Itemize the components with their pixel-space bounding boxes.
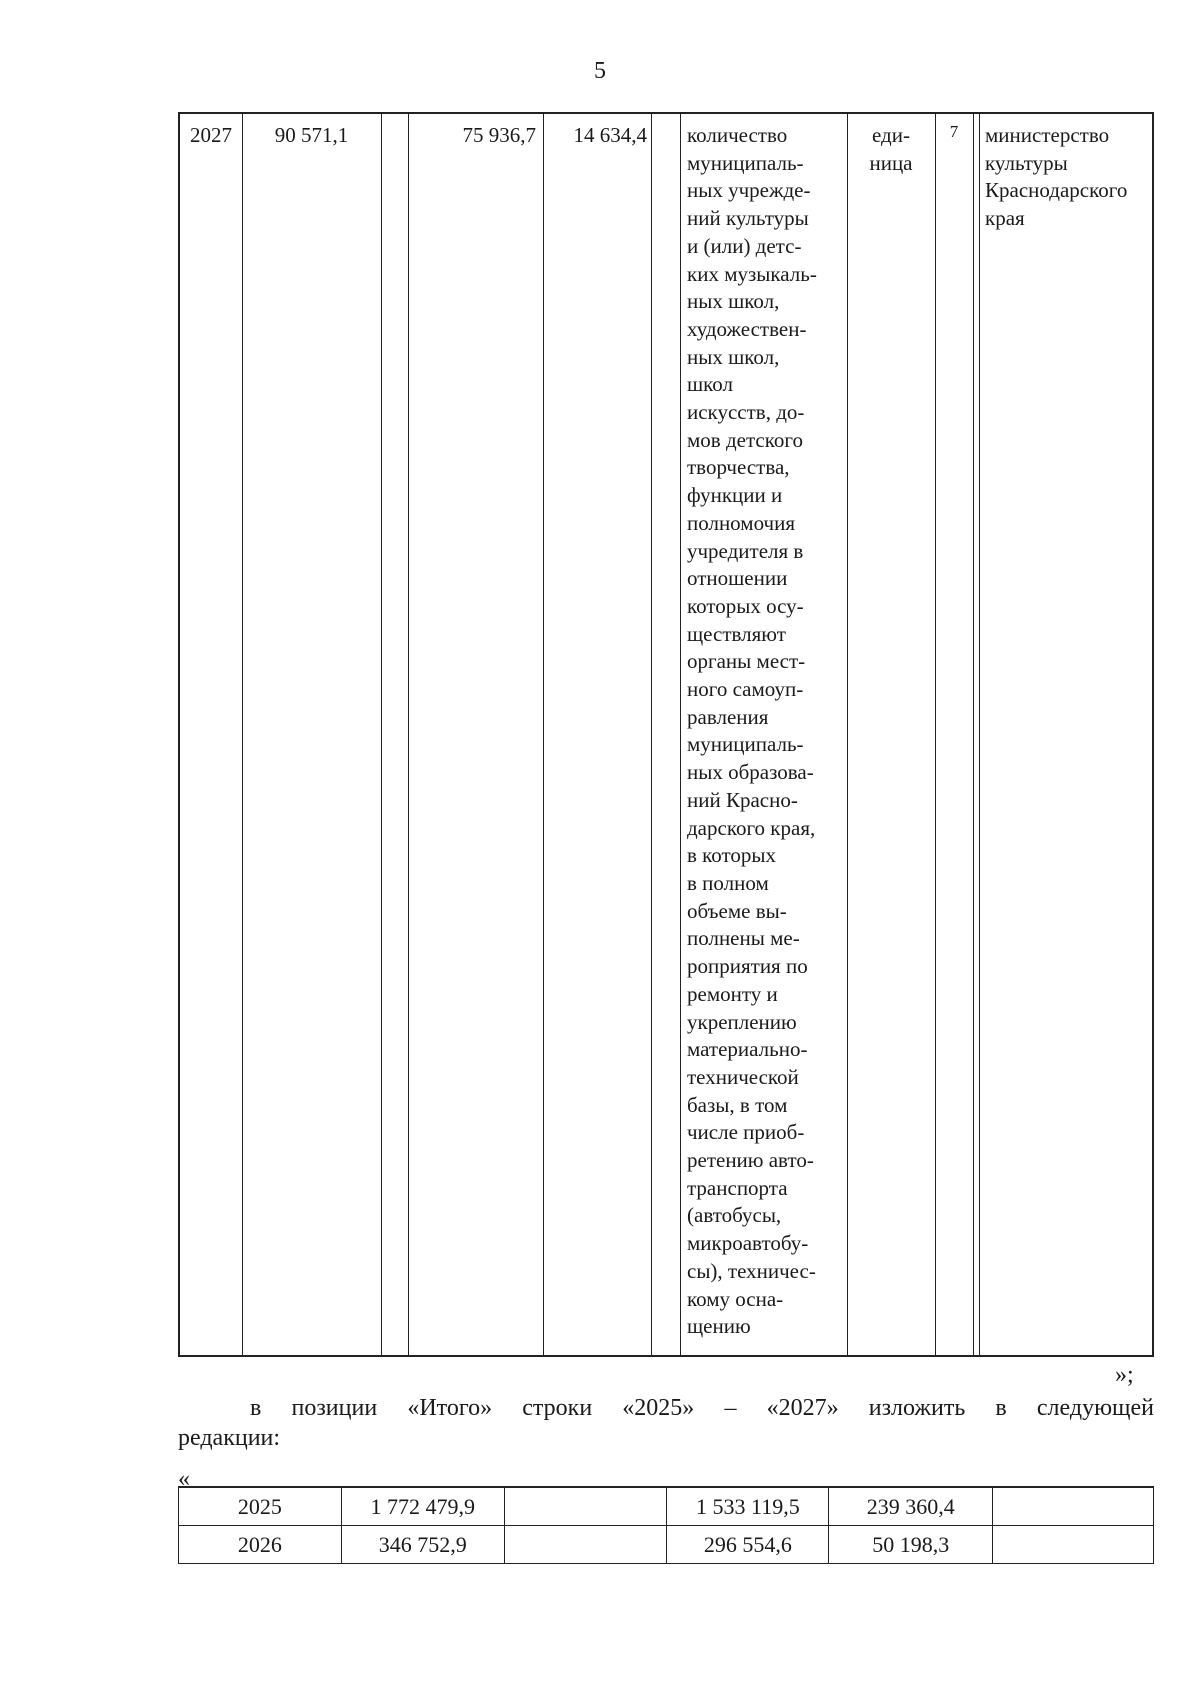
unit-cell (847, 122, 935, 177)
indicator-line: укреплению (687, 1009, 797, 1034)
column-divider (651, 114, 652, 1355)
indicator-line: муниципаль- (687, 150, 804, 175)
totals-year: 2026 (179, 1526, 342, 1564)
indicator-line: количество (687, 123, 788, 147)
totals-local: 50 198,3 (829, 1526, 993, 1564)
executor-line: Краснодарского (985, 178, 1128, 203)
indicator-cell (687, 122, 845, 1341)
indicator-line: материально- (687, 1037, 808, 1062)
indicator-line: равления (687, 704, 769, 729)
column-divider (973, 114, 974, 1355)
indicator-line: кому осна- (687, 1286, 784, 1311)
paragraph-word: «2025» (622, 1395, 695, 1421)
paragraph-word: изложить (868, 1395, 966, 1421)
totals-regional: 296 554,6 (667, 1526, 829, 1564)
unit-line: ница (869, 150, 913, 175)
total-cell: 90 571,1 (274, 123, 349, 147)
column-divider (935, 114, 936, 1355)
indicator-line: сы), техничес- (687, 1258, 816, 1283)
indicator-line: муниципаль- (687, 732, 804, 757)
totals-extra (993, 1526, 1154, 1564)
totals-table (178, 1486, 1154, 1564)
indicator-line: функции и (687, 483, 783, 508)
indicator-line: мов детского (687, 427, 803, 452)
indicator-line: транспорта (687, 1175, 788, 1200)
year-cell: 2027 (190, 123, 232, 147)
paragraph-word: следующей (1036, 1395, 1154, 1421)
executor-line: края (985, 206, 1025, 231)
indicator-line: ных школ, (687, 289, 780, 314)
paragraph-word: строки (522, 1395, 593, 1421)
indicator-line: технической (687, 1064, 799, 1089)
indicator-line: учредителя в (687, 538, 804, 563)
paragraph-word: позиции (291, 1395, 378, 1421)
totals-local: 239 360,4 (829, 1487, 993, 1526)
indicator-line: искусств, до- (687, 400, 805, 425)
indicator-line: роприятия по (687, 954, 808, 979)
totals-federal (504, 1487, 667, 1526)
column-divider (381, 114, 382, 1355)
totals-federal (504, 1526, 667, 1564)
indicator-line: творчества, (687, 455, 790, 480)
column-divider (680, 114, 681, 1355)
indicator-line: школ (687, 372, 734, 397)
paragraph-line-1 (178, 1393, 1154, 1423)
executor-line: министерство (985, 123, 1110, 147)
totals-year: 2025 (179, 1487, 342, 1526)
indicator-line: полномочия (687, 510, 795, 535)
opening-quote: « (178, 1466, 190, 1492)
indicator-line: (автобусы, (687, 1203, 782, 1228)
executor-line: культуры (985, 150, 1068, 175)
page-number: 5 (594, 58, 606, 84)
indicator-line: художествен- (687, 316, 807, 341)
indicator-line: ких музыкаль- (687, 261, 817, 286)
indicator-line: числе приоб- (687, 1120, 805, 1145)
executor-cell (985, 122, 1155, 233)
column-divider (979, 114, 980, 1355)
indicator-line: в которых (687, 843, 777, 868)
column-divider (847, 114, 848, 1355)
indicator-line: дарского края, (687, 815, 816, 840)
indicator-line: ных учрежде- (687, 178, 811, 203)
paragraph-word: «Итого» (407, 1395, 493, 1421)
amendment-paragraph (178, 1393, 1154, 1453)
column-divider (408, 114, 409, 1355)
regional-cell: 75 936,7 (462, 123, 536, 147)
indicator-line: ных школ, (687, 344, 780, 369)
indicator-line: ний культуры (687, 206, 809, 231)
indicator-line: ществляют (687, 621, 786, 646)
paragraph-word: – (724, 1395, 737, 1421)
indicator-line: микроавтобу- (687, 1231, 809, 1256)
table-row (179, 1526, 1154, 1564)
funding-table (178, 112, 1154, 1357)
indicator-line: щению (687, 1314, 751, 1339)
totals-total: 346 752,9 (341, 1526, 504, 1564)
unit-line: еди- (872, 123, 910, 147)
value-cell: 7 (949, 122, 959, 141)
paragraph-word: в (995, 1395, 1007, 1421)
column-divider (543, 114, 544, 1355)
table-row (179, 1487, 1154, 1526)
paragraph-line-2: редакции: (178, 1425, 281, 1451)
indicator-line: ных образова- (687, 760, 814, 785)
indicator-line: ретению авто- (687, 1148, 814, 1173)
local-cell: 14 634,4 (573, 123, 647, 147)
totals-total: 1 772 479,9 (341, 1487, 504, 1526)
paragraph-word: в (250, 1395, 262, 1421)
indicator-line: отношении (687, 566, 788, 591)
indicator-line: ний Красно- (687, 787, 798, 812)
indicator-line: органы мест- (687, 649, 806, 674)
paragraph-word: «2027» (766, 1395, 839, 1421)
indicator-line: ремонту и (687, 981, 778, 1006)
indicator-line: и (или) детс- (687, 233, 802, 258)
indicator-line: объеме вы- (687, 898, 787, 923)
indicator-line: ного самоуп- (687, 677, 804, 702)
indicator-line: полнены ме- (687, 926, 800, 951)
totals-regional: 1 533 119,5 (667, 1487, 829, 1526)
indicator-line: которых осу- (687, 593, 804, 618)
closing-quote: »; (1115, 1362, 1134, 1388)
indicator-line: в полном (687, 870, 769, 895)
indicator-line: базы, в том (687, 1092, 788, 1117)
totals-extra (993, 1487, 1154, 1526)
column-divider (242, 114, 243, 1355)
